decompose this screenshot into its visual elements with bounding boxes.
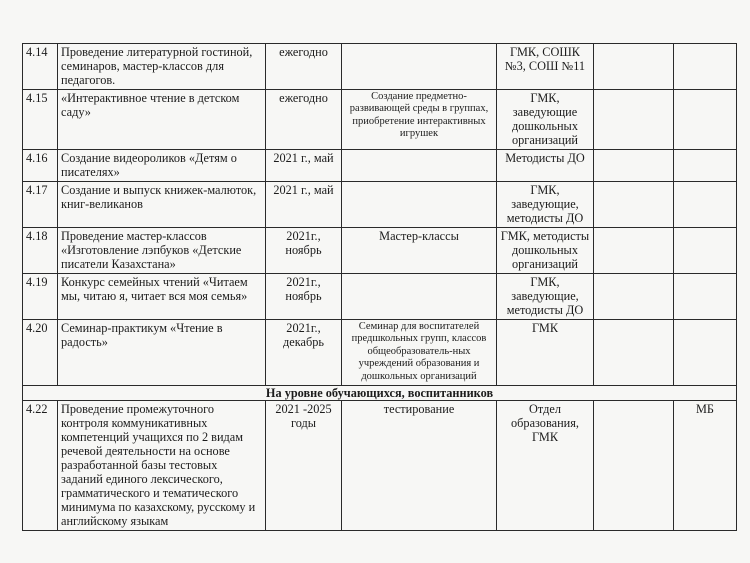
event-form: Семинар для воспитателей предшкольных групп, классов общеобразователь-ных учреждений образования и дошкольных организаций xyxy=(342,320,497,386)
event-col6 xyxy=(594,320,674,386)
event-period: 2021г., ноябрь xyxy=(266,228,342,274)
event-col6 xyxy=(594,90,674,150)
event-form: Создание предметно-развивающей среды в группах, приобретение интерактивных игрушек xyxy=(342,90,497,150)
event-responsible: ГМК xyxy=(497,320,594,386)
event-period: 2021 г., май xyxy=(266,182,342,228)
event-col6 xyxy=(594,44,674,90)
event-period: 2021г., ноябрь xyxy=(266,274,342,320)
event-responsible: Отдел образования, ГМК xyxy=(497,401,594,531)
event-title: Создание видеороликов «Детям о писателях» xyxy=(58,150,266,182)
event-col6 xyxy=(594,274,674,320)
row-number: 4.18 xyxy=(23,228,58,274)
table-row xyxy=(23,320,737,386)
row-number: 4.14 xyxy=(23,44,58,90)
event-title: Конкурс семейных чтений «Читаем мы, читаю я, читает вся моя семья» xyxy=(58,274,266,320)
event-form xyxy=(342,274,497,320)
event-responsible: ГМК, заведующие дошкольных организаций xyxy=(497,90,594,150)
row-number: 4.20 xyxy=(23,320,58,386)
event-period: 2021 г., май xyxy=(266,150,342,182)
event-col6 xyxy=(594,182,674,228)
table-row xyxy=(23,228,737,274)
event-title: Создание и выпуск книжек-малюток, книг-великанов xyxy=(58,182,266,228)
row-number: 4.15 xyxy=(23,90,58,150)
event-responsible: ГМК, заведующие, методисты ДО xyxy=(497,182,594,228)
event-col7 xyxy=(674,274,737,320)
event-col7 xyxy=(674,150,737,182)
event-form xyxy=(342,150,497,182)
event-title: «Интерактивное чтение в детском саду» xyxy=(58,90,266,150)
table-row xyxy=(23,182,737,228)
event-responsible: Методисты ДО xyxy=(497,150,594,182)
event-col6 xyxy=(594,228,674,274)
event-responsible: ГМК, СОШК №3, СОШ №11 xyxy=(497,44,594,90)
event-title: Проведение литературной гостиной, семинаров, мастер-классов для педагогов. xyxy=(58,44,266,90)
table-row xyxy=(23,90,737,150)
event-form: Мастер-классы xyxy=(342,228,497,274)
event-title: Проведение мастер-классов «Изготовление лэпбуков «Детские писатели Казахстана» xyxy=(58,228,266,274)
event-period: ежегодно xyxy=(266,90,342,150)
section-title: На уровне обучающихся, воспитанников xyxy=(23,386,737,401)
event-form: тестирование xyxy=(342,401,497,531)
row-number: 4.16 xyxy=(23,150,58,182)
event-col7 xyxy=(674,44,737,90)
event-form xyxy=(342,182,497,228)
event-col6 xyxy=(594,150,674,182)
row-number: 4.19 xyxy=(23,274,58,320)
event-form xyxy=(342,44,497,90)
section-header-row xyxy=(23,386,737,401)
row-number: 4.17 xyxy=(23,182,58,228)
event-col7 xyxy=(674,90,737,150)
event-responsible: ГМК, методисты дошкольных организаций xyxy=(497,228,594,274)
table-row xyxy=(23,150,737,182)
event-title: Проведение промежуточного контроля коммуникативных компетенций учащихся по 2 видам речевой деятельности на основе разработанной базы тестовых заданий единого лексического, грамматического и тематического минимума по казахскому, русскому и английскому языкам xyxy=(58,401,266,531)
event-col6 xyxy=(594,401,674,531)
event-period: 2021 -2025 годы xyxy=(266,401,342,531)
table-row xyxy=(23,274,737,320)
plan-table xyxy=(22,43,737,531)
row-number: 4.22 xyxy=(23,401,58,531)
table-row xyxy=(23,44,737,90)
table-row xyxy=(23,401,737,531)
event-period: 2021г., декабрь xyxy=(266,320,342,386)
event-period: ежегодно xyxy=(266,44,342,90)
event-title: Семинар-практикум «Чтение в радость» xyxy=(58,320,266,386)
event-col7 xyxy=(674,320,737,386)
event-funding: МБ xyxy=(674,401,737,531)
event-col7 xyxy=(674,228,737,274)
event-col7 xyxy=(674,182,737,228)
event-responsible: ГМК, заведующие, методисты ДО xyxy=(497,274,594,320)
